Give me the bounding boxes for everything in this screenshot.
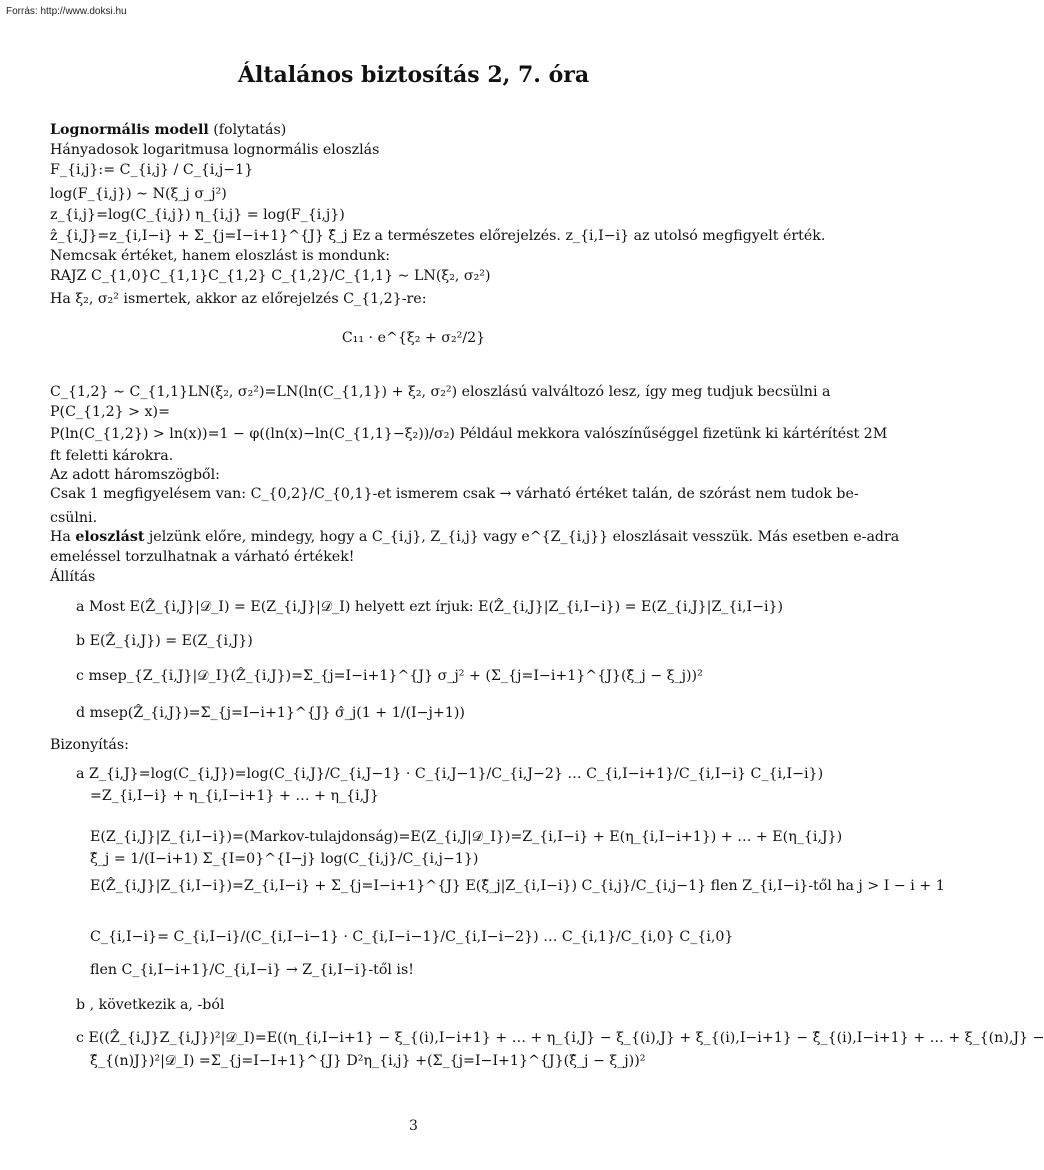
text-line: ξ̂_j = 1/(I−i+1) Σ_{I=0}^{I−j} log(C_{i,j}/C_{i,j−1}) — [90, 851, 479, 867]
text-line: c E((Ẑ_{i,J}Z_{i,J})²|𝒟_I)=E((η_{i,I−i+1} − ξ_{(i),I−i+1} + … + η_{i,J} − ξ_{(i),J} + ξ_{(i),I−i+1} − ξ̂_{(i),I−i+1} + … + ξ_{(n),J} − — [76, 1030, 1044, 1046]
text-line: ẑ_{i,J}=z_{i,I−i} + Σ_{j=I−i+1}^{J} ξ̂_j Ez a természetes előrejelzés. z_{i,I−i} az utolsó megfigyelt érték. — [50, 228, 826, 244]
text-line: C_{1,2} ∼ C_{1,1}LN(ξ₂, σ₂²)=LN(ln(C_{1,1}) + ξ₂, σ₂²) eloszlású valváltozó lesz, így meg tudjuk becsülni a — [50, 384, 831, 400]
text-line: Hányadosok logaritmusa lognormális eloszlás — [50, 142, 380, 158]
text-line: Bizonyítás: — [50, 737, 129, 753]
text-line: Az adott háromszögből: — [50, 467, 220, 483]
text-line: c msep_{Z_{i,J}|𝒟_I}(Ẑ_{i,J})=Σ_{j=I−i+1}^{J} σ_j² + (Σ_{j=I−i+1}^{J}(ξ̂_j − ξ_j))² — [76, 668, 703, 684]
text-line: RAJZ C_{1,0}C_{1,1}C_{1,2} C_{1,2}/C_{1,1} ∼ LN(ξ₂, σ₂²) — [50, 268, 491, 284]
text-line: emeléssel torzulhatnak a várható értékek! — [50, 549, 355, 565]
text-line: csülni. — [50, 510, 98, 526]
text-line: log(F_{i,j}) ∼ N(ξ_j σ_j²) — [50, 186, 227, 202]
text-line: C₁₁ · e^{ξ₂ + σ₂²/2} — [341, 330, 486, 346]
text-line: Nemcsak értéket, hanem eloszlást is mondunk: — [50, 248, 391, 264]
text-line: Ha ξ₂, σ₂² ismertek, akkor az előrejelzés C_{1,2}-re: — [50, 291, 427, 307]
text-line: flen C_{i,I−i+1}/C_{i,I−i} → Z_{i,I−i}-től is! — [90, 962, 414, 978]
text-line: P(C_{1,2} > x)= — [50, 404, 170, 420]
text-line: b , következik a, -ból — [76, 997, 225, 1013]
text-line: =Z_{i,I−i} + η_{i,I−i+1} + … + η_{i,J} — [90, 788, 379, 804]
text-line: a Most E(Ẑ_{i,J}|𝒟_I) = E(Z_{i,J}|𝒟_I) helyett ezt írjuk: E(Ẑ_{i,J}|Z_{i,I−i}) = E(Z_{i,J}|Z_{i,I−i}) — [76, 599, 784, 615]
text-line: C_{i,I−i}= C_{i,I−i}/(C_{i,I−i−1} · C_{i,I−i−1}/C_{i,I−i−2}) … C_{i,1}/C_{i,0} C_{i,0} — [90, 929, 734, 945]
text-line: E(Z_{i,J}|Z_{i,I−i})=(Markov-tulajdonság)=E(Z_{i,J|𝒟_I})=Z_{i,I−i} + E(η_{i,I−i+1}) + … + E(η_{i,J}) — [90, 829, 843, 845]
source-label: Forrás: http://www.doksi.hu — [6, 6, 127, 17]
text-line: Csak 1 megfigyelésem van: C_{0,2}/C_{0,1}-et ismerem csak → várható értéket talán, de szórást nem tudok be- — [50, 486, 859, 502]
text-line: b E(Ẑ_{i,J}) = E(Z_{i,J}) — [76, 633, 253, 649]
text-line: a Z_{i,J}=log(C_{i,J})=log(C_{i,J}/C_{i,J−1} · C_{i,J−1}/C_{i,J−2} … C_{i,I−i+1}/C_{i,I−i} C_{i,I−i}) — [76, 766, 824, 782]
text-line: ξ̂_{(n)J})²|𝒟_I) =Σ_{j=I−I+1}^{J} D²η_{i,j} +(Σ_{j=I−I+1}^{J}(ξ̂_j − ξ_j))² — [90, 1053, 646, 1069]
page-number: 3 — [409, 1118, 418, 1134]
text-line: Lognormális modell (folytatás) — [50, 122, 287, 138]
text-line: Ha eloszlást jelzünk előre, mindegy, hogy a C_{i,j}, Z_{i,j} vagy e^{Z_{i,j}} eloszlásait vesszük. Más esetben e-adra — [50, 529, 900, 545]
text-line: F_{i,j}:= C_{i,j} / C_{i,j−1} — [50, 162, 254, 178]
text-line: P(ln(C_{1,2}) > ln(x))=1 − φ((ln(x)−ln(C_{1,1}−ξ₂))/σ₂) Például mekkora valószínűséggel fizetünk ki kártérítést 2M — [50, 426, 888, 442]
text-line: ft feletti károkra. — [50, 448, 174, 464]
text-line: z_{i,j}=log(C_{i,j}) η_{i,j} = log(F_{i,j}) — [50, 207, 345, 223]
page-title: Általános biztosítás 2, 7. óra — [237, 62, 590, 88]
text-line: Állítás — [50, 569, 96, 585]
text-line: d msep(Ẑ_{i,J})=Σ_{j=I−i+1}^{J} σ̂_j(1 + 1/(I−j+1)) — [76, 705, 465, 721]
text-line: E(Ẑ_{i,J}|Z_{i,I−i})=Z_{i,I−i} + Σ_{j=I−i+1}^{J} E(ξ̂_j|Z_{i,I−i}) C_{i,j}/C_{i,j−1} flen Z_{i,I−i}-től ha j > I − i + 1 — [90, 878, 945, 894]
